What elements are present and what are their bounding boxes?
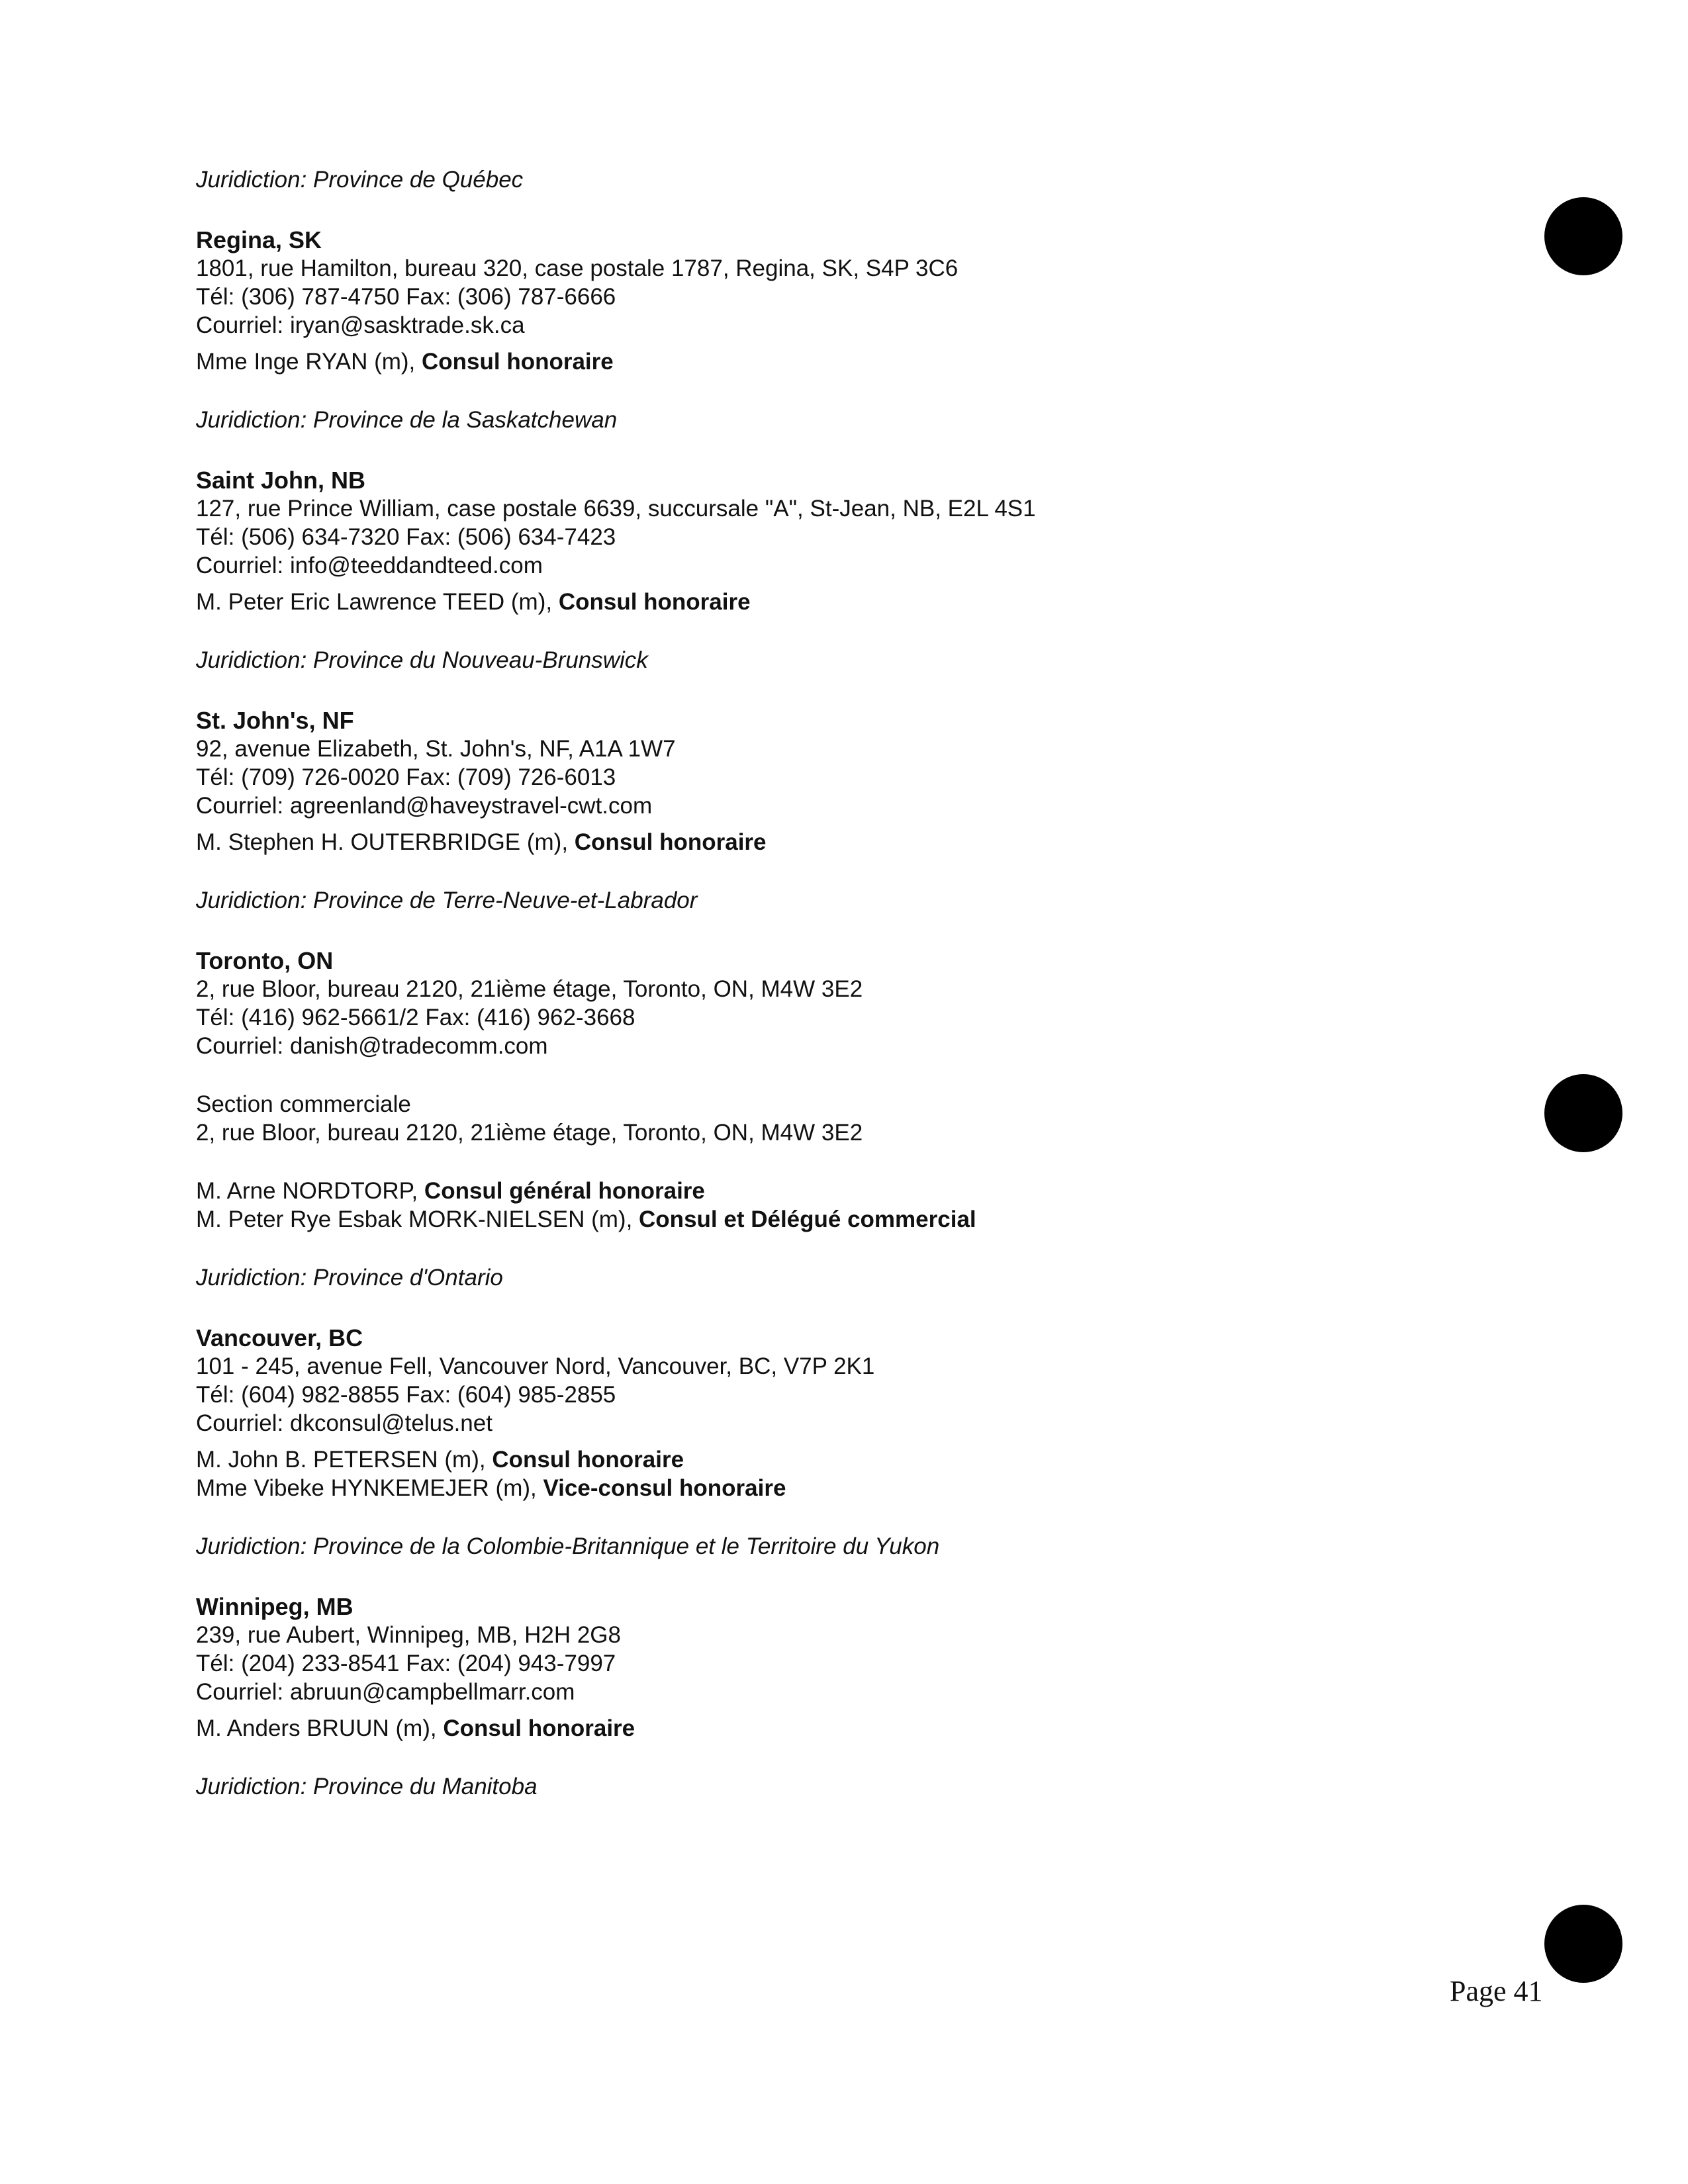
city-heading: St. John's, NF xyxy=(196,707,354,734)
consul-person xyxy=(196,588,1454,616)
jurisdiction: Juridiction: Province d'Ontario xyxy=(196,1265,503,1291)
person-title: Consul honoraire xyxy=(574,829,767,855)
address: 92, avenue Elizabeth, St. John's, NF, A1A 1W7 xyxy=(196,736,676,762)
city-heading: Winnipeg, MB xyxy=(196,1593,353,1620)
consul-person xyxy=(196,828,1454,856)
jurisdiction: Juridiction: Province de la Saskatchewan xyxy=(196,407,618,433)
city-heading: Regina, SK xyxy=(196,226,322,253)
phone-fax: Tél: (416) 962-5661/2 Fax: (416) 962-3668 xyxy=(196,1005,635,1030)
phone-fax: Tél: (709) 726-0020 Fax: (709) 726-6013 xyxy=(196,764,616,790)
consul-person xyxy=(196,1714,1454,1743)
consul-person xyxy=(196,1445,1454,1474)
phone-fax: Tél: (604) 982-8855 Fax: (604) 985-2855 xyxy=(196,1382,616,1408)
phone-fax: Tél: (204) 233-8541 Fax: (204) 943-7997 xyxy=(196,1651,616,1676)
person-name: M. John B. PETERSEN (m), xyxy=(196,1447,492,1473)
address: 239, rue Aubert, Winnipeg, MB, H2H 2G8 xyxy=(196,1622,621,1648)
person-title: Vice-consul honoraire xyxy=(543,1475,786,1501)
city-heading: Toronto, ON xyxy=(196,947,334,974)
person-title: Consul honoraire xyxy=(422,349,614,375)
consul-person xyxy=(196,1177,1454,1205)
person-name: M. Stephen H. OUTERBRIDGE (m), xyxy=(196,829,575,855)
person-name: Mme Vibeke HYNKEMEJER (m), xyxy=(196,1475,543,1501)
address: 101 - 245, avenue Fell, Vancouver Nord, Vancouver, BC, V7P 2K1 xyxy=(196,1353,875,1379)
punch-hole-bottom xyxy=(1544,1905,1622,1983)
email: Courriel: iryan@sasktrade.sk.ca xyxy=(196,312,525,338)
jurisdiction: Juridiction: Province du Nouveau-Brunswick xyxy=(196,647,648,673)
consul-person xyxy=(196,1205,1454,1234)
consulate-entry-st-johns xyxy=(196,706,1454,915)
person-name: M. Peter Rye Esbak MORK-NIELSEN (m), xyxy=(196,1206,639,1232)
address: 127, rue Prince William, case postale 6639, succursale "A", St-Jean, NB, E2L 4S1 xyxy=(196,496,1036,522)
consulate-entry-saint-john xyxy=(196,466,1454,674)
page-number: Page 41 xyxy=(1450,1975,1543,2007)
jurisdiction-quebec: Juridiction: Province de Québec xyxy=(196,167,524,193)
consulate-entry-toronto xyxy=(196,946,1454,1292)
jurisdiction: Juridiction: Province de la Colombie-Britannique et le Territoire du Yukon xyxy=(196,1533,940,1559)
email: Courriel: danish@tradecomm.com xyxy=(196,1033,548,1059)
phone-fax: Tél: (306) 787-4750 Fax: (306) 787-6666 xyxy=(196,284,616,310)
person-title: Consul général honoraire xyxy=(424,1178,705,1204)
person-title: Consul honoraire xyxy=(492,1447,684,1473)
email: Courriel: agreenland@haveystravel-cwt.com xyxy=(196,793,653,819)
person-name: M. Arne NORDTORP, xyxy=(196,1178,424,1204)
section-address: 2, rue Bloor, bureau 2120, 21ième étage, Toronto, ON, M4W 3E2 xyxy=(196,1120,863,1146)
person-title: Consul honoraire xyxy=(558,589,751,615)
section-name: Section commerciale xyxy=(196,1091,411,1117)
jurisdiction: Juridiction: Province de Terre-Neuve-et-Labrador xyxy=(196,887,698,913)
person-name: Mme Inge RYAN (m), xyxy=(196,349,422,375)
person-name: M. Anders BRUUN (m), xyxy=(196,1715,444,1741)
consulate-entry-regina xyxy=(196,226,1454,434)
consulate-entry-vancouver xyxy=(196,1324,1454,1561)
phone-fax: Tél: (506) 634-7320 Fax: (506) 634-7423 xyxy=(196,524,616,550)
email: Courriel: abruun@campbellmarr.com xyxy=(196,1679,575,1705)
address: 2, rue Bloor, bureau 2120, 21ième étage, Toronto, ON, M4W 3E2 xyxy=(196,976,863,1002)
city-heading: Saint John, NB xyxy=(196,467,366,494)
address: 1801, rue Hamilton, bureau 320, case postale 1787, Regina, SK, S4P 3C6 xyxy=(196,255,959,281)
consulate-entry-winnipeg xyxy=(196,1592,1454,1801)
person-title: Consul et Délégué commercial xyxy=(639,1206,976,1232)
consul-person xyxy=(196,347,1454,376)
punch-hole-top xyxy=(1544,197,1622,275)
email: Courriel: dkconsul@telus.net xyxy=(196,1410,492,1436)
email: Courriel: info@teeddandteed.com xyxy=(196,553,543,578)
jurisdiction: Juridiction: Province du Manitoba xyxy=(196,1774,538,1799)
person-name: M. Peter Eric Lawrence TEED (m), xyxy=(196,589,559,615)
punch-hole-middle xyxy=(1544,1074,1622,1152)
person-title: Consul honoraire xyxy=(443,1715,635,1741)
city-heading: Vancouver, BC xyxy=(196,1324,363,1351)
consul-person xyxy=(196,1474,1454,1502)
document-body xyxy=(196,165,1454,1801)
